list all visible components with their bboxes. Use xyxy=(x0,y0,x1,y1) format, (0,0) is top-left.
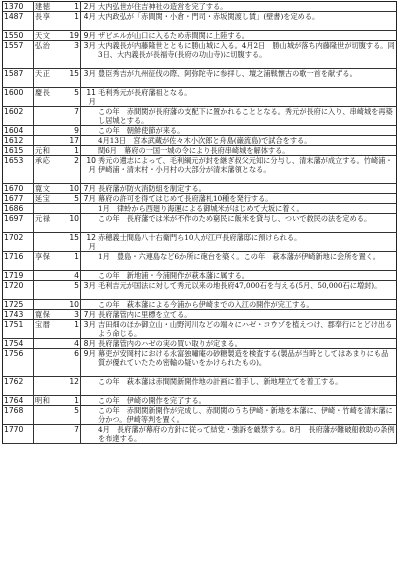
chronology-row xyxy=(3,69,397,88)
era-year-cell: 3 xyxy=(64,310,81,320)
year-cell: 1751 xyxy=(3,320,34,339)
event-cell: 豊臣秀吉が九州征伐の際、阿弥陀寺に参拝し、壇之浦戦懐古の歌一首を献ずる。 xyxy=(97,69,397,88)
chronology-row xyxy=(3,377,397,396)
era-name-cell: 元和 xyxy=(34,146,65,156)
chronology-row xyxy=(3,349,397,377)
era-name-cell: 慶長 xyxy=(34,88,65,107)
month-cell xyxy=(81,406,98,425)
chronology-row xyxy=(3,12,397,31)
year-cell: 1487 xyxy=(3,12,34,31)
era-year-cell: 15 xyxy=(64,233,81,252)
event-cell: この年 新地浦・今浦開作が萩本藩に属する。 xyxy=(97,271,397,281)
month-cell: 7月 xyxy=(81,184,98,194)
era-name-cell xyxy=(34,126,65,136)
year-cell: 1762 xyxy=(3,377,34,396)
event-cell: 1月 律蛉から西廻り海運による御城米がはじめて大坂に着く。 xyxy=(97,204,397,214)
era-name-cell: 享保 xyxy=(34,252,65,271)
era-name-cell: 弘治 xyxy=(34,41,65,69)
month-cell xyxy=(81,396,98,406)
era-name-cell xyxy=(34,233,65,252)
chronology-row xyxy=(3,320,397,339)
era-name-cell: 寛文 xyxy=(34,184,65,194)
era-year-cell: 7 xyxy=(64,107,81,126)
month-cell xyxy=(81,214,98,233)
month-cell xyxy=(81,425,98,444)
event-cell: 赤穂義士間島八十右衛門ら10人が江戸長府藩邸に預けられる。 xyxy=(97,233,397,252)
era-year-cell: 10 xyxy=(64,214,81,233)
era-name-cell xyxy=(34,349,65,377)
month-cell xyxy=(81,252,98,271)
chronology-row xyxy=(3,300,397,310)
month-cell: 11月 xyxy=(81,88,98,107)
chronology-row xyxy=(3,107,397,126)
month-cell: 3月 xyxy=(81,281,98,300)
chronology-row xyxy=(3,233,397,252)
era-year-cell: 5 xyxy=(64,88,81,107)
year-cell: 1719 xyxy=(3,271,34,281)
era-year-cell: 1 xyxy=(64,12,81,31)
year-cell: 1677 xyxy=(3,194,34,204)
year-cell: 1720 xyxy=(3,281,34,300)
era-year-cell: 15 xyxy=(64,69,81,88)
chronology-row xyxy=(3,126,397,136)
event-cell: 大内弘世が住吉神社の造営を完了する。 xyxy=(97,2,397,12)
year-cell: 1602 xyxy=(3,107,34,126)
year-cell: 1702 xyxy=(3,233,34,252)
era-year-cell: 5 xyxy=(64,406,81,425)
era-name-cell xyxy=(34,377,65,396)
month-cell xyxy=(81,204,98,214)
event-cell: 幕府の許可を得てはじめて長府藩札10種を発行する。 xyxy=(97,194,397,204)
year-cell: 1716 xyxy=(3,252,34,271)
month-cell: 12月 xyxy=(81,233,98,252)
event-cell: この年 赤間関新開作が完成し、赤間関のうち伊崎・新地を本藩に、伊崎・竹崎を清末藩に分かつ。伊崎等判を置く。 xyxy=(97,406,397,425)
year-cell: 1600 xyxy=(3,88,34,107)
chronology-row xyxy=(3,146,397,156)
era-name-cell xyxy=(34,406,65,425)
year-cell: 1725 xyxy=(3,300,34,310)
era-year-cell: 1 xyxy=(64,2,81,12)
year-cell: 1653 xyxy=(3,156,34,184)
year-cell: 1743 xyxy=(3,310,34,320)
year-cell: 1670 xyxy=(3,184,34,194)
era-year-cell xyxy=(64,204,81,214)
year-cell: 1604 xyxy=(3,126,34,136)
year-cell: 1557 xyxy=(3,41,34,69)
month-cell xyxy=(81,146,98,156)
event-cell: 長府藩が防火消防組を制定する。 xyxy=(97,184,397,194)
month-cell: 3月 xyxy=(81,320,98,339)
chronology-row xyxy=(3,281,397,300)
era-name-cell: 元禄 xyxy=(34,214,65,233)
event-cell: 閏6月 幕府の一国一城の令により長府串崎城を解体する。 xyxy=(97,146,397,156)
chronology-row xyxy=(3,425,397,444)
chronology-row xyxy=(3,271,397,281)
year-cell: 1697 xyxy=(3,214,34,233)
era-name-cell xyxy=(34,300,65,310)
month-cell: 7月 xyxy=(81,194,98,204)
month-cell xyxy=(81,107,98,126)
year-cell: 1615 xyxy=(3,146,34,156)
event-cell: この年 萩本藩は赤間関新開作地の計画に着手し、新地埋立てを着工する。 xyxy=(97,377,397,396)
era-year-cell: 4 xyxy=(64,339,81,349)
era-name-cell xyxy=(34,271,65,281)
chronology-table xyxy=(2,1,397,444)
year-cell: 1550 xyxy=(3,31,34,41)
era-name-cell: 建徳 xyxy=(34,2,65,12)
month-cell xyxy=(81,126,98,136)
event-cell: 1月 豊島・六連島など6か所に砲台を築く。この年 萩本藩が伊崎新地に会所を置く。 xyxy=(97,252,397,271)
chronology-body xyxy=(3,2,397,444)
year-cell: 1587 xyxy=(3,69,34,88)
event-cell: ザビエルが山口に入るため赤間関に上陸する。 xyxy=(97,31,397,41)
chronology-row xyxy=(3,41,397,69)
chronology-row xyxy=(3,31,397,41)
era-name-cell: 明和 xyxy=(34,396,65,406)
year-cell: 1764 xyxy=(3,396,34,406)
month-cell: 9月 xyxy=(81,31,98,41)
chronology-row xyxy=(3,214,397,233)
era-name-cell: 宝暦 xyxy=(34,320,65,339)
chronology-row xyxy=(3,2,397,12)
era-name-cell: 寛保 xyxy=(34,310,65,320)
era-year-cell: 7 xyxy=(64,425,81,444)
month-cell: 10月 xyxy=(81,156,98,184)
month-cell: 7月 xyxy=(81,310,98,320)
event-cell: 4月13日 宮本武蔵が佐々木小次郎と舟島(巌流島)で試合をする。 xyxy=(97,136,397,146)
era-year-cell: 10 xyxy=(64,184,81,194)
month-cell xyxy=(81,300,98,310)
chronology-row xyxy=(3,406,397,425)
era-name-cell: 天正 xyxy=(34,69,65,88)
era-year-cell: 19 xyxy=(64,31,81,41)
era-year-cell: 12 xyxy=(64,377,81,396)
era-year-cell: 5 xyxy=(64,281,81,300)
event-cell: 秀元の遺志によって、毛利綱元が封を継ぎ叔父元知に分与し、清末藩が成立する。竹崎浦・伊崎浦・清末村・小月村の大部分が清末藩領となる。 xyxy=(97,156,397,184)
year-cell: 1756 xyxy=(3,349,34,377)
era-year-cell: 3 xyxy=(64,41,81,69)
chronology-row xyxy=(3,136,397,146)
era-name-cell xyxy=(34,136,65,146)
era-year-cell: 9 xyxy=(64,126,81,136)
year-cell: 1612 xyxy=(3,136,34,146)
event-cell: この年 朝鮮使節が来る。 xyxy=(97,126,397,136)
event-cell: 幕吏が安岡村における永富独嘯庵の砂糖製造を検査する(製品が当時としてはあまりにも品質が優れていたため密輸の疑いをかけられたもの)。 xyxy=(97,349,397,377)
event-cell: この年 萩本藩による今浦から伊崎までの入江の開作が完工する。 xyxy=(97,300,397,310)
year-cell: 1686 xyxy=(3,204,34,214)
chronology-row xyxy=(3,339,397,349)
era-year-cell: 6 xyxy=(64,349,81,377)
era-name-cell xyxy=(34,425,65,444)
era-year-cell: 1 xyxy=(64,320,81,339)
event-cell: 長府藩管内に里標を立てる。 xyxy=(97,310,397,320)
era-name-cell xyxy=(34,107,65,126)
event-cell: 毛利秀元が長府藩祖となる。 xyxy=(97,88,397,107)
era-year-cell: 1 xyxy=(64,146,81,156)
era-name-cell xyxy=(34,281,65,300)
era-name-cell: 承応 xyxy=(34,156,65,184)
year-cell: 1370 xyxy=(3,2,34,12)
chronology-row xyxy=(3,184,397,194)
month-cell xyxy=(81,271,98,281)
era-year-cell: 4 xyxy=(64,271,81,281)
chronology-row xyxy=(3,88,397,107)
event-cell: 長府藩管内のハゼの実の買い取りが定まる。 xyxy=(97,339,397,349)
month-cell: 3月 xyxy=(81,69,98,88)
event-cell: 吉田畑のほか御立山・山野河川などの端々にハゼ・コウゾを植えつけ、郡奉行にとどけ出るよう命じる。 xyxy=(97,320,397,339)
month-cell xyxy=(81,136,98,146)
event-cell: 4月 長府藩が幕府の方針に従って結党・強訴を厳禁する。8月 長府藩が難破船救助の条例を布達する。 xyxy=(98,425,395,443)
event-cell: この年 赤間関が長府藩の支配下に置かれることとなる。秀元が長府に入り、串崎城を再築し居城とする。 xyxy=(97,107,397,126)
era-year-cell: 5 xyxy=(64,194,81,204)
era-year-cell: 1 xyxy=(64,252,81,271)
chronology-row xyxy=(3,204,397,214)
era-year-cell: 17 xyxy=(64,136,81,146)
era-name-cell: 天文 xyxy=(34,31,65,41)
month-cell: 8月 xyxy=(81,339,98,349)
year-cell: 1754 xyxy=(3,339,34,349)
month-cell: 3月 xyxy=(81,41,98,69)
chronology-row xyxy=(3,156,397,184)
era-year-cell: 2 xyxy=(64,156,81,184)
event-cell: 毛利吉元が国法に対して秀元以来の地長府47,000石を与える(5月、50,000石に増封)。 xyxy=(97,281,397,300)
year-cell: 1770 xyxy=(3,425,34,444)
era-name-cell xyxy=(34,339,65,349)
chronology-row xyxy=(3,396,397,406)
event-cell: この年 長府藩では米が不作のため窮民に飯米を貸与し、ついで救民の法を定める。 xyxy=(97,214,397,233)
era-name-cell: 長享 xyxy=(34,12,65,31)
event-cell: この年 伊崎の開作を完了する。 xyxy=(97,396,397,406)
era-year-cell: 10 xyxy=(64,300,81,310)
chronology-row xyxy=(3,194,397,204)
era-name-cell xyxy=(34,204,65,214)
month-cell: 9月 xyxy=(81,349,98,377)
year-cell: 1768 xyxy=(3,406,34,425)
chronology-row xyxy=(3,310,397,320)
month-cell: 2月 xyxy=(81,2,98,12)
month-cell: 4月 xyxy=(81,12,98,31)
event-cell: 大内政弘が「赤間関・小倉・門司・赤坂関渡し賃」(壁書)を定める。 xyxy=(97,12,397,31)
chronology-row xyxy=(3,252,397,271)
month-cell xyxy=(81,377,98,396)
event-cell: 大内義長が内藤隆世とともに勝山城に入る。4月2日 勝山城が落ち内藤隆世が切腹する。同3日、大内義長が長福寺(長府の功山寺)に切腹する。 xyxy=(97,41,397,69)
era-name-cell: 延宝 xyxy=(34,194,65,204)
era-year-cell: 1 xyxy=(64,396,81,406)
